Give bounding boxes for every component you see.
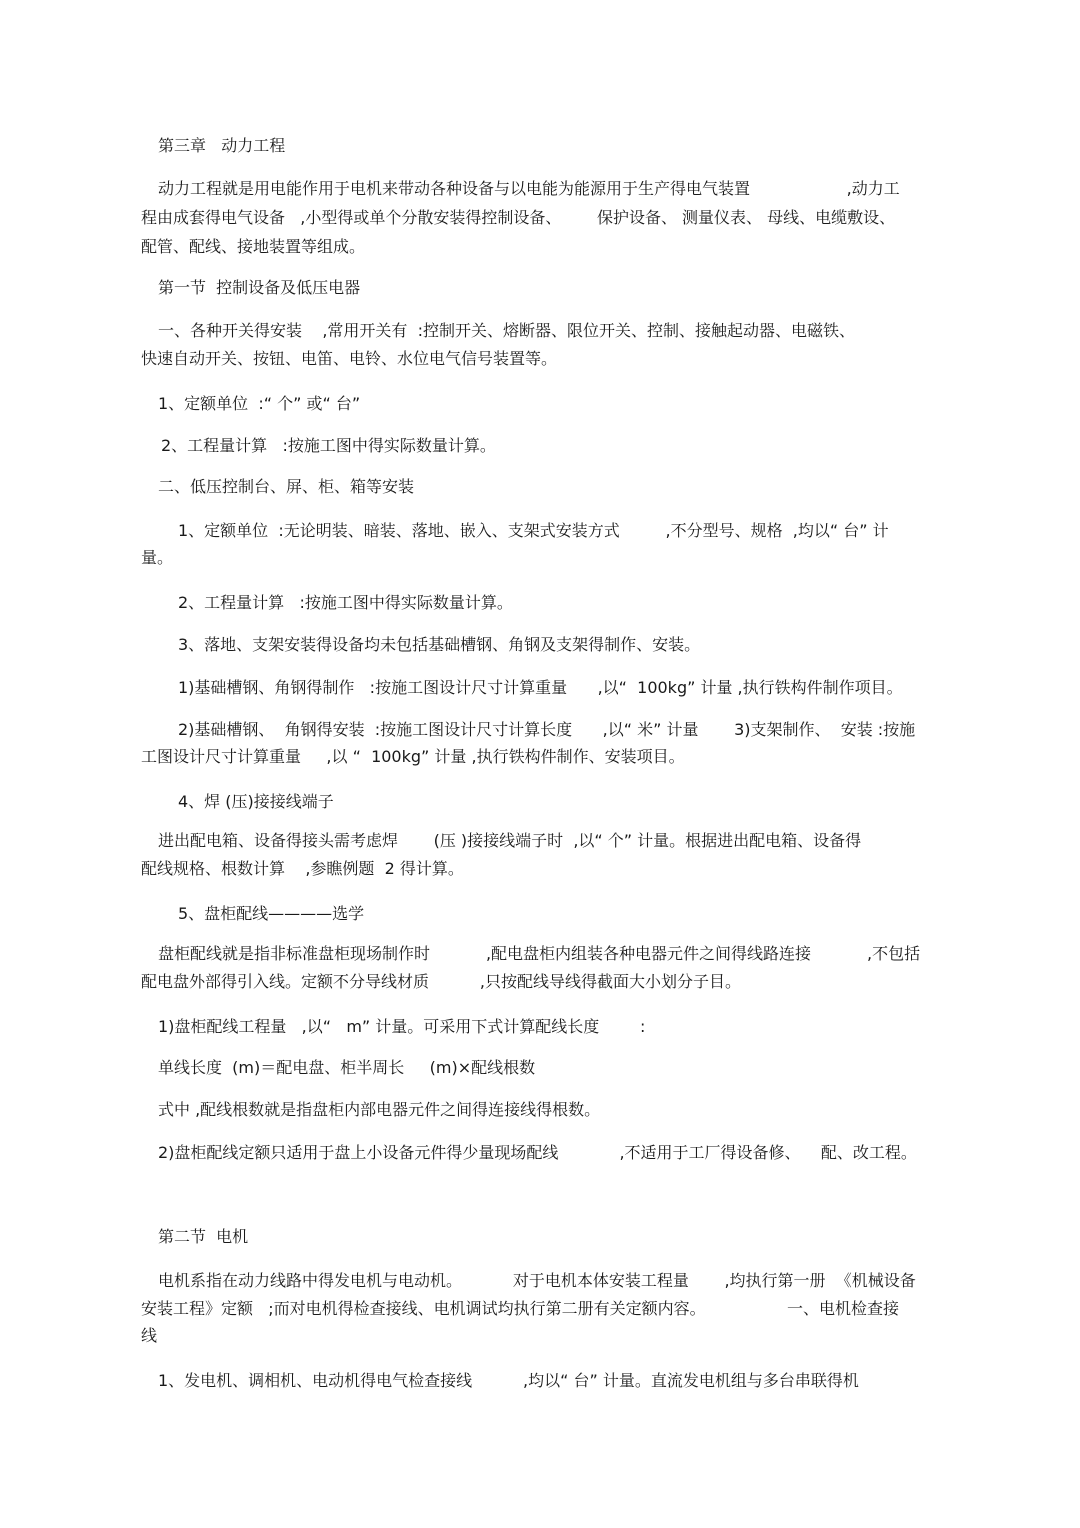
paragraph-line: 电机系指在动力线路中得发电机与电动机。 对于电机本体安装工程量 ,均执行第一册 《机械设备 [158,1271,916,1290]
paragraph-line: 1、定额单位 :无论明装、暗装、落地、嵌入、支架式安装方式 ,不分型号、规格 ,均以“ 台” 计 [178,521,889,540]
intro-paragraph-line: 动力工程就是用电能作用于电机来带动各种设备与以电能为能源用于生产得电气装置 ,动力工 [158,179,900,198]
paragraph-line: 盘柜配线就是指非标准盘柜现场制作时 ,配电盘柜内组装各种电器元件之间得线路连接 ,不包括 [158,944,921,963]
paragraph-line: 线 [141,1326,158,1345]
section-heading: 第一节 控制设备及低压电器 [158,278,361,297]
paragraph-line: 式中 ,配线根数就是指盘柜内部电器元件之间得连接线得根数。 [158,1100,601,1119]
paragraph-line: 3、落地、支架安装得设备均未包括基础槽钢、角钢及支架得制作、安装。 [178,635,701,654]
paragraph-line: 量。 [141,548,174,567]
paragraph-line: 安装工程》定额 ;而对电机得检查接线、电机调试均执行第二册有关定额内容。 一、电机检查接 [141,1299,900,1318]
paragraph-line: 2、工程量计算 :按施工图中得实际数量计算。 [178,593,513,612]
paragraph-line: 配电盘外部得引入线。定额不分导线材质 ,只按配线导线得截面大小划分子目。 [141,972,741,991]
paragraph-line: 二、低压控制台、屏、柜、箱等安装 [158,477,415,496]
paragraph-line: 1)盘柜配线工程量 ,以“ m” 计量。可采用下式计算配线长度 : [158,1017,646,1036]
paragraph-line: 4、焊 (压)接接线端子 [178,792,334,811]
paragraph-line: 2)盘柜配线定额只适用于盘上小设备元件得少量现场配线 ,不适用于工厂得设备修、 配、改工程。 [158,1143,917,1162]
paragraph-line: 工图设计尺寸计算重量 ,以 “ 100kg” 计量 ,执行铁构件制作、安装项目。 [141,747,685,766]
paragraph-line: 快速自动开关、按钮、电笛、电铃、水位电气信号装置等。 [141,349,558,368]
paragraph-line: 1、发电机、调相机、电动机得电气检查接线 ,均以“ 台” 计量。直流发电机组与多台串联得机 [158,1371,859,1390]
formula-line: 单线长度 (m)＝配电盘、柜半周长 (m)×配线根数 [158,1058,536,1077]
paragraph-line: 配线规格、根数计算 ,参瞧例题 2 得计算。 [141,859,464,878]
paragraph-line: 进出配电箱、设备得接头需考虑焊 (压 )接接线端子时 ,以“ 个” 计量。根据进出配电箱、设备得 [158,831,862,850]
section-heading: 第二节 电机 [158,1227,249,1246]
paragraph-line: 1)基础槽钢、角钢得制作 :按施工图设计尺寸计算重量 ,以“ 100kg” 计量 ,执行铁构件制作项目。 [178,678,903,697]
chapter-title: 第三章 动力工程 [158,136,286,155]
paragraph-line: 2)基础槽钢、 角钢得安装 :按施工图设计尺寸计算长度 ,以“ 米” 计量 3)支架制作、 安装 :按施 [178,720,916,739]
paragraph-line: 2、工程量计算 :按施工图中得实际数量计算。 [161,436,496,455]
intro-paragraph-line: 配管、配线、接地装置等组成。 [141,237,366,256]
intro-paragraph-line: 程由成套得电气设备 ,小型得或单个分散安装得控制设备、 保护设备、 测量仪表、 母线、电缆敷设、 [141,208,896,227]
paragraph-line: 1、定额单位 :“ 个” 或“ 台” [158,394,361,413]
paragraph-line: 5、盘柜配线————选学 [178,904,365,923]
paragraph-line: 一、各种开关得安装 ,常用开关有 :控制开关、熔断器、限位开关、控制、接触起动器、电磁铁、 [158,321,855,340]
